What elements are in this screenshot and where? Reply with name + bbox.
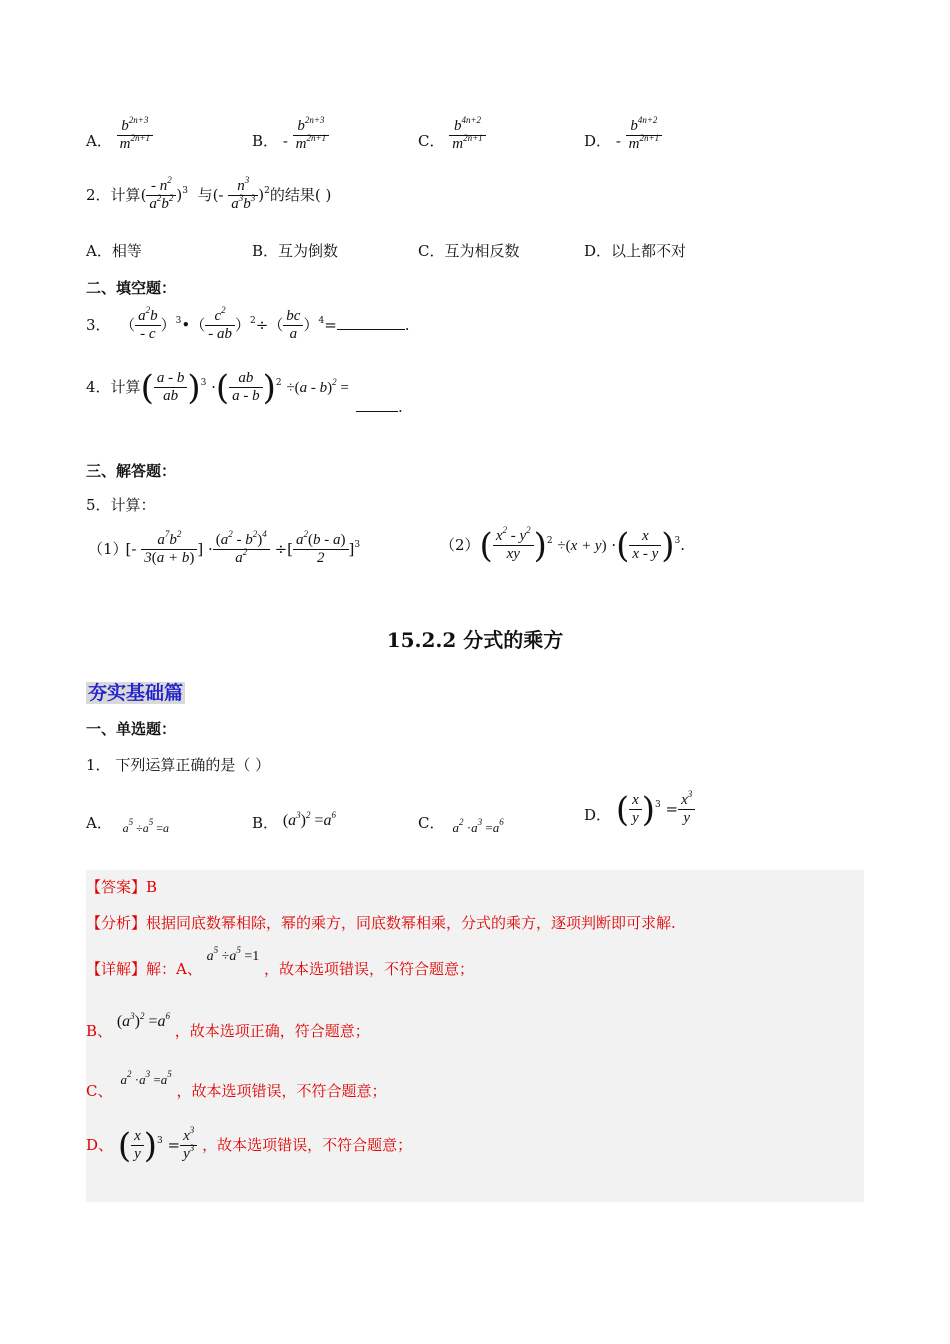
q2-option-b: B．互为倒数 bbox=[252, 242, 339, 260]
section-single-choice-title: 一、单选题： bbox=[86, 720, 177, 738]
q1-option-a: A． $_{a^5 \div a^5 =a}$ bbox=[86, 814, 169, 835]
q1-option-d: D． ( $\frac{x}{y}$ )$^3$ = $\frac{x^3}{y}$ bbox=[584, 792, 695, 828]
prev-option-c: C． $\frac{b^{4n+2}}{m^{2n+1}}$ bbox=[418, 118, 486, 154]
q1-option-c: C． $a^2 \cdot a^3 =a^6$ bbox=[418, 814, 504, 835]
question-5-part-2: （2）( $\frac{x^2 - y^2}{xy}$ )$^2$ ÷(x + y) ·( $\frac{x}{x - y}$ )$^3$. bbox=[440, 525, 686, 566]
question-5-part-1: （1）[- $\frac{a^7b^2}{3(a + b)}$ ] · $\frac{(a^2 - b^2)^4}{a^2}$ ÷[ $\frac{a^2(b - a)}{2}$ ]$^3$ bbox=[88, 529, 361, 567]
prev-option-a: A． $\frac{b^{2n+3}}{m^{2n+1}}$ bbox=[86, 118, 153, 154]
question-1: 1． 下列运算正确的是（ ） bbox=[86, 756, 271, 774]
question-3: 3． （ $\frac{a^2b}{- c}$ ）$^3$•（ $\frac{c^2}{- ab}$ ）$^2$÷（ $\frac{bc}{a}$ ）$^4$= . bbox=[86, 305, 410, 343]
detail-line-b: B、 $(a^3)^2 =a^6$ ，故本选项正确，符合题意； bbox=[86, 1011, 370, 1040]
section-fill-blank-title: 二、填空题： bbox=[86, 279, 177, 297]
question-2: 2．计算( $\frac{- n^2}{a^2b^2}$ )$^3$ 与(- $\frac{n^3}{a^3b^3}$ )$^2$的结果( ) bbox=[86, 175, 332, 213]
lesson-heading: 15.2.2 分式的乘方 bbox=[386, 628, 564, 652]
detail-line-d: D、 ( $\frac{x}{y}$ )$^3$ = $\frac{x^3}{y^3}$ ，故本选项错误，不符合题意； bbox=[86, 1125, 413, 1166]
question-4: 4．计算( $\frac{a - b}{ab}$ )$^3$ ·( $\frac{ab}{a - b}$ )$^2$ ÷(a - b)$^2$ = bbox=[86, 367, 349, 408]
prev-option-b: B． - $\frac{b^{2n+3}}{m^{2n+1}}$ bbox=[252, 118, 329, 154]
section-answer-title: 三、解答题： bbox=[86, 462, 177, 480]
q4-answer-blank: . bbox=[356, 398, 403, 416]
analysis-line: 【分析】根据同底数幂相除，幂的乘方，同底数幂相乘，分式的乘方，逐项判断即可求解. bbox=[86, 914, 676, 932]
q1-option-b: B． $(a^3)^2 =a^6$ bbox=[252, 810, 336, 832]
q2-option-c: C．互为相反数 bbox=[418, 242, 520, 260]
question-5: 5．计算： bbox=[86, 496, 156, 514]
answer-line: 【答案】B bbox=[86, 878, 158, 896]
q2-option-d: D．以上都不对 bbox=[584, 242, 687, 260]
prev-option-d: D． - $\frac{b^{4n+2}}{m^{2n+1}}$ bbox=[584, 118, 662, 154]
detail-line-c: C、 $a^2 \cdot a^3 =a^5$ ，故本选项错误，不符合题意； bbox=[86, 1069, 387, 1100]
q2-option-a: A．相等 bbox=[86, 242, 142, 260]
detail-line-a: 【详解】解：A、 $a^5 \div a^5 =1$ ，故本选项错误，不符合题意； bbox=[86, 945, 475, 978]
section-basic-title: 夯实基础篇 bbox=[88, 682, 184, 704]
